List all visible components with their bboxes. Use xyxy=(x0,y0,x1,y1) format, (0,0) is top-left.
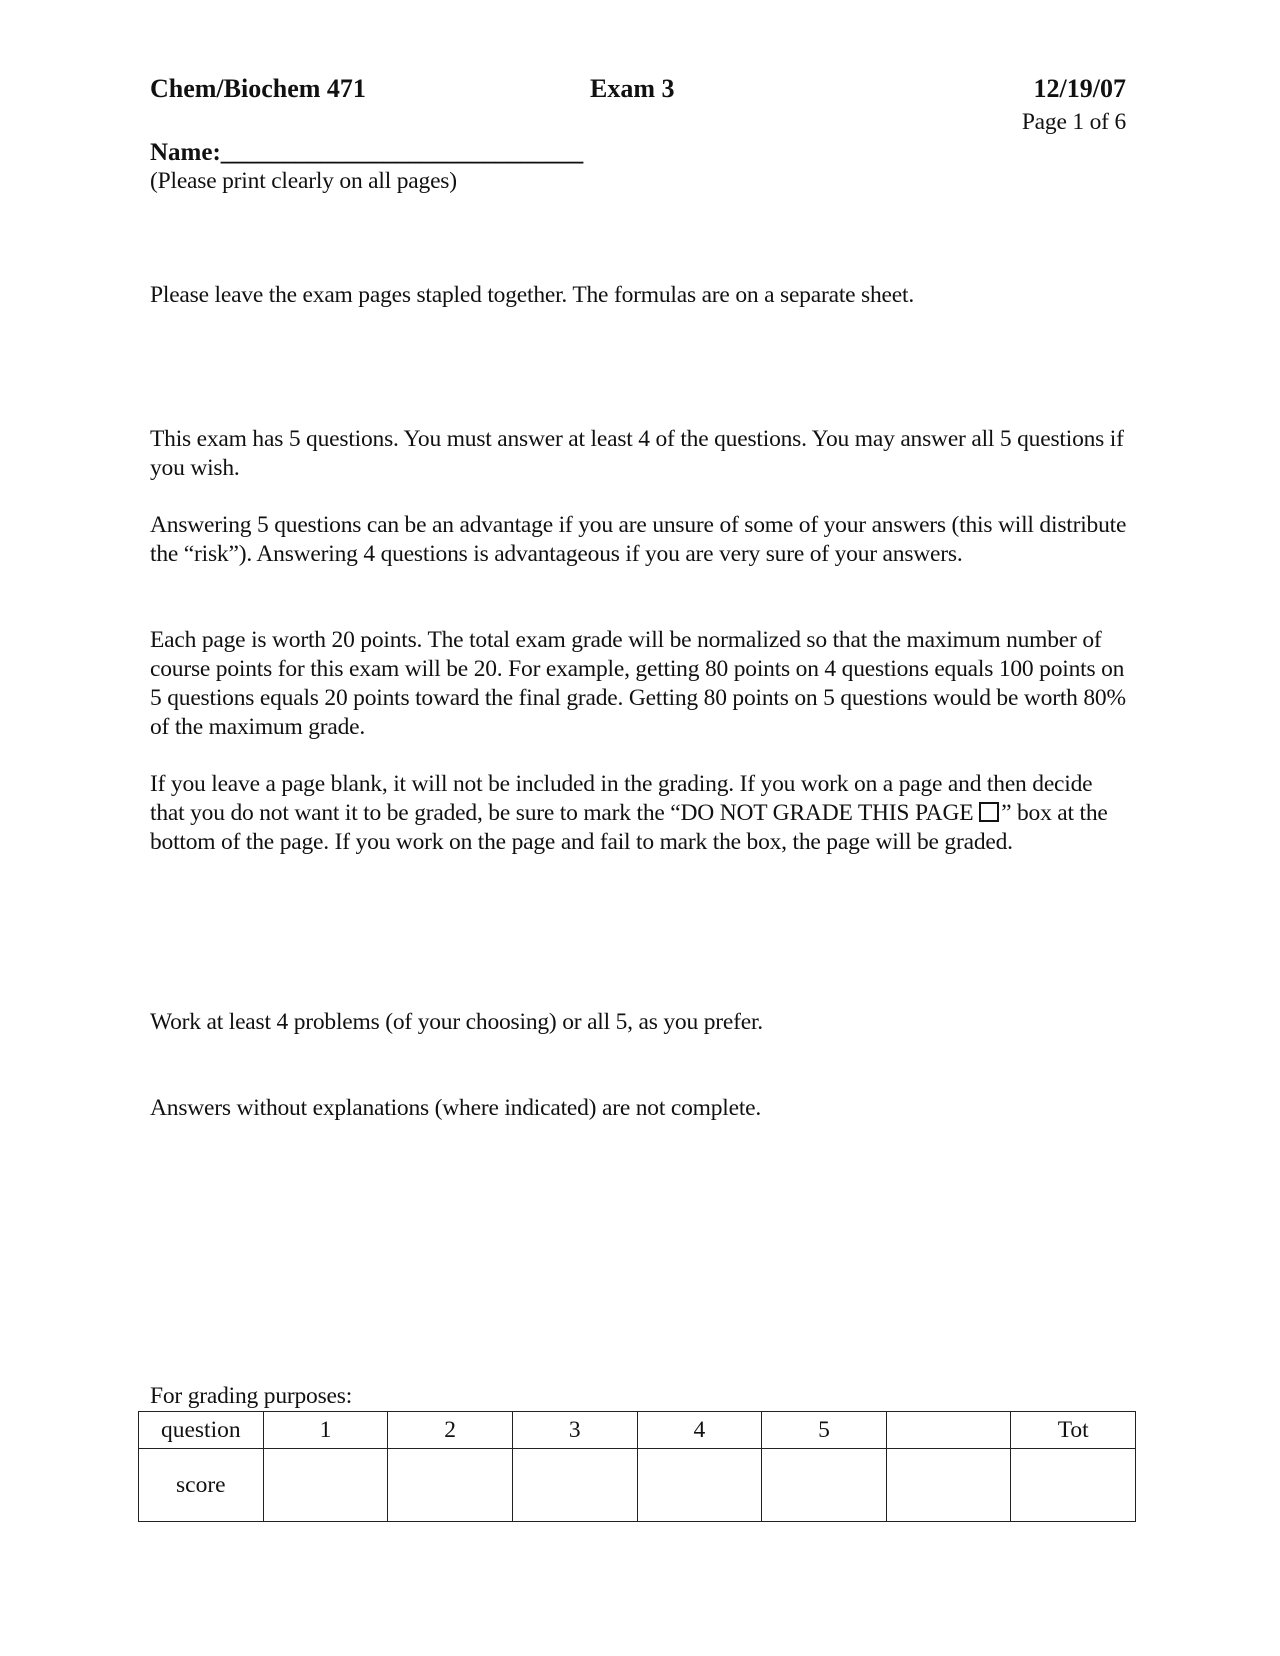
question-row xyxy=(139,1412,1136,1449)
score-3-cell[interactable] xyxy=(512,1449,637,1522)
question-total-cell: Tot xyxy=(1011,1412,1136,1449)
name-field-label[interactable]: Name:_____________________________ xyxy=(150,139,584,166)
checkbox-icon xyxy=(979,802,999,822)
points-instruction: Each page is worth 20 points. The total exam grade will be normalized so that the maximum number of course points for this exam will be 20. For example, getting 80 points on 4 questions equals 100 points on 5 questions equals 20 points toward the final grade. Getting 80 points on 5 questions would be worth 80% of the maximum grade. xyxy=(150,627,1126,740)
score-row xyxy=(139,1449,1136,1522)
page-number: Page 1 of 6 xyxy=(1021,109,1126,135)
score-2-cell[interactable] xyxy=(388,1449,513,1522)
score-total-cell[interactable] xyxy=(1011,1449,1136,1522)
score-4-cell[interactable] xyxy=(637,1449,762,1522)
question-2-cell: 2 xyxy=(388,1412,513,1449)
question-header-cell: question xyxy=(139,1412,264,1449)
questions-instruction: This exam has 5 questions. You must answer at least 4 of the questions. You may answer all 5 questions if you wish. xyxy=(150,426,1124,481)
work-instruction: Work at least 4 problems (of your choosing) or all 5, as you prefer. xyxy=(150,1009,763,1035)
blank-page-instruction xyxy=(150,770,1130,857)
question-blank-cell xyxy=(886,1412,1011,1449)
score-header-cell: score xyxy=(139,1449,264,1522)
question-4-cell: 4 xyxy=(637,1412,762,1449)
score-blank-cell[interactable] xyxy=(886,1449,1011,1522)
exam-title: Exam 3 xyxy=(590,74,675,103)
score-1-cell[interactable] xyxy=(263,1449,388,1522)
question-5-cell: 5 xyxy=(762,1412,887,1449)
stapled-instruction: Please leave the exam pages stapled together. The formulas are on a separate sheet. xyxy=(150,282,915,308)
blank-page-text-1: If you leave a page blank, it will not be included in the grading. If you work on a page and then decide that you do not want it to be graded, be sure to mark the “DO NOT GRADE THIS PAGE xyxy=(150,771,1093,826)
advantage-instruction: Answering 5 questions can be an advantage if you are unsure of some of your answers (this will distribute the “risk”). Answering 4 questions is advantageous if you are very sure of your answers. xyxy=(150,512,1127,567)
grading-table xyxy=(138,1411,1136,1522)
question-1-cell: 1 xyxy=(263,1412,388,1449)
score-5-cell[interactable] xyxy=(762,1449,887,1522)
course-title: Chem/Biochem 471 xyxy=(150,74,366,103)
blank-page-text-2: ” box at the bottom of the page. If you work on the page and fail to mark the box, the page will be graded. xyxy=(150,800,1108,855)
exam-date: 12/19/07 xyxy=(1033,74,1126,103)
grading-caption: For grading purposes: xyxy=(150,1383,353,1409)
print-clearly-note: (Please print clearly on all pages) xyxy=(150,168,457,194)
question-3-cell: 3 xyxy=(512,1412,637,1449)
explanations-instruction: Answers without explanations (where indicated) are not complete. xyxy=(150,1095,762,1121)
